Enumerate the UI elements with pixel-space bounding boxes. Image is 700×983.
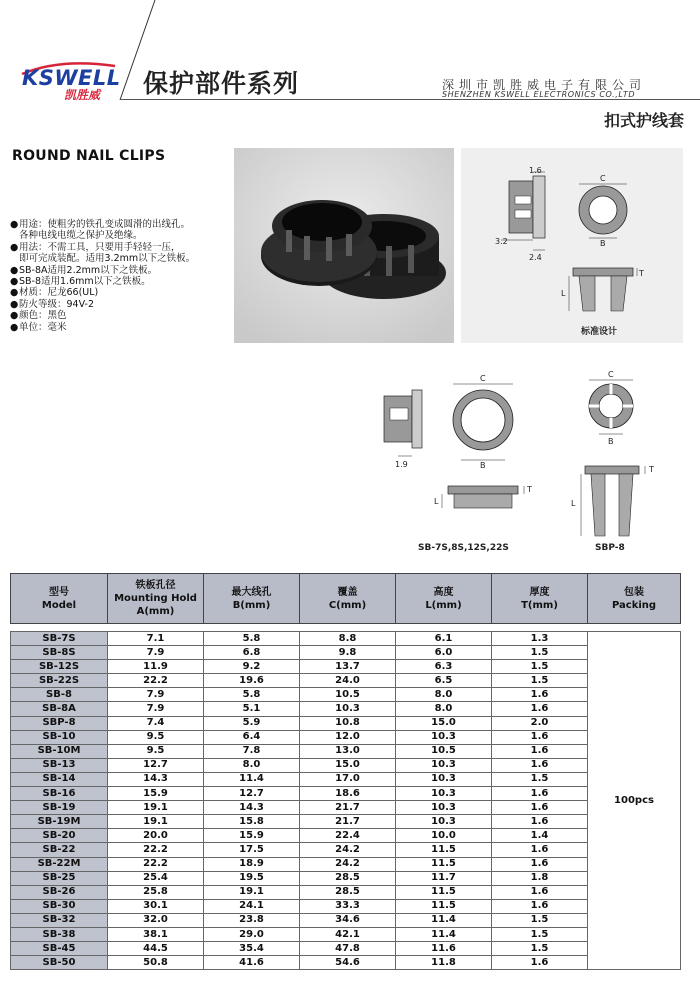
table-cell: 8.0 xyxy=(204,758,300,772)
table-cell: 9.2 xyxy=(204,660,300,674)
table-row xyxy=(11,702,681,716)
sb7s-dim-label: 1.9 xyxy=(395,460,408,469)
table-cell: 1.5 xyxy=(492,674,588,688)
table-row xyxy=(11,829,681,843)
table-cell: 12.7 xyxy=(204,787,300,801)
cell-model: SB-38 xyxy=(11,927,108,941)
table-cell: 44.5 xyxy=(108,942,204,956)
table-row xyxy=(11,730,681,744)
sbp8-caption: SBP-8 xyxy=(595,543,625,553)
table-cell: 24.2 xyxy=(300,857,396,871)
table-cell: 5.8 xyxy=(204,688,300,702)
cell-model: SB-19 xyxy=(11,801,108,815)
table-cell: 9.5 xyxy=(108,730,204,744)
cell-packing: 100pcs xyxy=(588,632,681,970)
table-cell: 1.6 xyxy=(492,730,588,744)
table-cell: 11.7 xyxy=(396,871,492,885)
table-cell: 10.3 xyxy=(396,758,492,772)
cell-model: SB-19M xyxy=(11,815,108,829)
table-cell: 1.5 xyxy=(492,913,588,927)
table-cell: 1.5 xyxy=(492,942,588,956)
header-l: 高度 L(mm) xyxy=(396,574,492,624)
table-cell: 23.8 xyxy=(204,913,300,927)
table-row xyxy=(11,674,681,688)
nail-clip-photo-illustration xyxy=(234,148,454,343)
table-cell: 7.9 xyxy=(108,646,204,660)
cell-model: SB-8A xyxy=(11,702,108,716)
table-row xyxy=(11,942,681,956)
table-cell: 1.6 xyxy=(492,758,588,772)
table-cell: 28.5 xyxy=(300,871,396,885)
cell-model: SB-13 xyxy=(11,758,108,772)
table-row xyxy=(11,885,681,899)
table-cell: 7.1 xyxy=(108,632,204,646)
cell-model: SB-8 xyxy=(11,688,108,702)
section-view xyxy=(569,268,637,311)
table-cell: 11.4 xyxy=(396,927,492,941)
table-cell: 1.8 xyxy=(492,871,588,885)
header-c: 覆盖 C(mm) xyxy=(300,574,396,624)
table-cell: 54.6 xyxy=(300,956,396,970)
table-cell: 1.5 xyxy=(492,772,588,786)
table-cell: 11.5 xyxy=(396,885,492,899)
table-cell: 13.7 xyxy=(300,660,396,674)
spec-item: 各种电线电缆之保护及绝缘。 xyxy=(19,230,143,242)
table-cell: 6.0 xyxy=(396,646,492,660)
cell-model: SB-50 xyxy=(11,956,108,970)
sb7s-side-view xyxy=(384,390,422,456)
table-row xyxy=(11,646,681,660)
label-t: T xyxy=(639,269,644,278)
bullet-icon: ● xyxy=(10,264,19,276)
cell-model: SB-26 xyxy=(11,885,108,899)
table-cell: 21.7 xyxy=(300,815,396,829)
table-cell: 25.4 xyxy=(108,871,204,885)
table-cell: 11.6 xyxy=(396,942,492,956)
bullet-icon: ● xyxy=(10,241,19,253)
cell-model: SB-7S xyxy=(11,632,108,646)
table-cell: 10.5 xyxy=(300,688,396,702)
sbp8-section-view xyxy=(581,466,645,536)
sb7s-label-c: C xyxy=(480,374,486,383)
sbp8-front-view xyxy=(589,380,633,434)
table-cell: 14.3 xyxy=(204,801,300,815)
table-cell: 22.2 xyxy=(108,674,204,688)
sbp8-label-c: C xyxy=(608,370,614,379)
table-cell: 6.5 xyxy=(396,674,492,688)
table-cell: 12.0 xyxy=(300,730,396,744)
table-cell: 8.0 xyxy=(396,702,492,716)
table-header-row xyxy=(11,574,681,624)
bullet-icon: ● xyxy=(10,219,19,230)
table-row xyxy=(11,716,681,730)
table-cell: 1.5 xyxy=(492,660,588,674)
header-b: 最大线孔 B(mm) xyxy=(204,574,300,624)
table-cell: 10.8 xyxy=(300,716,396,730)
table-cell: 8.8 xyxy=(300,632,396,646)
table-cell: 22.2 xyxy=(108,843,204,857)
label-l: L xyxy=(561,289,566,298)
spec-item: ● 材质：尼龙66(UL) xyxy=(10,287,99,299)
table-cell: 6.4 xyxy=(204,730,300,744)
header-packing: 包装 Packing xyxy=(588,574,681,624)
sbp8-label-l: L xyxy=(571,499,576,508)
table-cell: 10.3 xyxy=(396,772,492,786)
cell-model: SB-10M xyxy=(11,744,108,758)
cell-model: SB-22S xyxy=(11,674,108,688)
table-cell: 18.9 xyxy=(204,857,300,871)
table-cell: 38.1 xyxy=(108,927,204,941)
table-cell: 34.6 xyxy=(300,913,396,927)
table-cell: 15.9 xyxy=(204,829,300,843)
company-name-en: SHENZHEN KSWELL ELECTRONICS CO.,LTD xyxy=(442,90,636,99)
logo-cn: 凯胜威 xyxy=(64,88,101,102)
table-cell: 35.4 xyxy=(204,942,300,956)
table-cell: 10.5 xyxy=(396,744,492,758)
cell-model: SBP-8 xyxy=(11,716,108,730)
table-row xyxy=(11,871,681,885)
sb7s-drawing xyxy=(370,368,550,558)
cell-model: SB-30 xyxy=(11,899,108,913)
table-row xyxy=(11,758,681,772)
logo-text: KSWELL xyxy=(22,66,121,90)
table-cell: 1.6 xyxy=(492,787,588,801)
product-category: 扣式护线套 xyxy=(603,111,684,130)
label-c: C xyxy=(600,174,606,183)
table-cell: 10.3 xyxy=(396,787,492,801)
table-cell: 10.3 xyxy=(300,702,396,716)
dim-bottom-label: 2.4 xyxy=(529,253,542,262)
table-cell: 11.4 xyxy=(396,913,492,927)
cell-model: SB-22M xyxy=(11,857,108,871)
table-cell: 6.8 xyxy=(204,646,300,660)
cell-model: SB-32 xyxy=(11,913,108,927)
table-cell: 1.5 xyxy=(492,646,588,660)
dim-left-label: 3.2 xyxy=(495,237,508,246)
cell-model: SB-14 xyxy=(11,772,108,786)
bullet-icon: ● xyxy=(10,321,19,333)
table-cell: 19.5 xyxy=(204,871,300,885)
spec-item: ● 用途：使粗劣的铁孔变成圆滑的出线孔。 xyxy=(10,219,191,230)
front-ring-view xyxy=(579,184,627,238)
table-cell: 7.9 xyxy=(108,702,204,716)
table-cell: 41.6 xyxy=(204,956,300,970)
series-title: 保护部件系列 xyxy=(143,69,300,98)
table-cell: 7.4 xyxy=(108,716,204,730)
sb7s-label-t: T xyxy=(527,485,532,494)
table-cell: 13.0 xyxy=(300,744,396,758)
table-cell: 1.6 xyxy=(492,857,588,871)
header-model: 型号 Model xyxy=(11,574,108,624)
spec-list xyxy=(10,219,235,333)
table-cell: 24.1 xyxy=(204,899,300,913)
table-row xyxy=(11,913,681,927)
table-cell: 28.5 xyxy=(300,885,396,899)
table-row xyxy=(11,927,681,941)
table-cell: 1.6 xyxy=(492,899,588,913)
table-row xyxy=(11,660,681,674)
table-cell: 42.1 xyxy=(300,927,396,941)
table-row xyxy=(11,956,681,970)
standard-design-drawing xyxy=(461,148,683,343)
table-cell: 1.3 xyxy=(492,632,588,646)
table-cell: 5.9 xyxy=(204,716,300,730)
table-cell: 32.0 xyxy=(108,913,204,927)
product-photo xyxy=(234,148,454,343)
table-cell: 19.6 xyxy=(204,674,300,688)
table-cell: 18.6 xyxy=(300,787,396,801)
table-cell: 1.6 xyxy=(492,801,588,815)
spec-item: ● 颜色：黑色 xyxy=(10,310,67,322)
table-cell: 14.3 xyxy=(108,772,204,786)
table-cell: 8.0 xyxy=(396,688,492,702)
table-cell: 15.0 xyxy=(300,758,396,772)
table-cell: 6.1 xyxy=(396,632,492,646)
spec-table xyxy=(10,573,681,970)
table-row xyxy=(11,688,681,702)
table-cell: 30.1 xyxy=(108,899,204,913)
cell-model: SB-22 xyxy=(11,843,108,857)
bullet-icon: ● xyxy=(10,310,19,322)
table-cell: 12.7 xyxy=(108,758,204,772)
table-cell: 1.6 xyxy=(492,885,588,899)
table-cell: 10.3 xyxy=(396,815,492,829)
table-cell: 11.5 xyxy=(396,899,492,913)
standard-caption: 标准设计 xyxy=(581,327,618,337)
table-row xyxy=(11,857,681,871)
table-row xyxy=(11,772,681,786)
table-body xyxy=(11,624,681,970)
table-row xyxy=(11,744,681,758)
table-cell: 15.8 xyxy=(204,815,300,829)
spec-item: ● 单位：毫米 xyxy=(10,321,67,333)
table-cell: 10.3 xyxy=(396,730,492,744)
bullet-icon: ● xyxy=(10,298,19,310)
cell-model: SB-10 xyxy=(11,730,108,744)
table-cell: 19.1 xyxy=(108,801,204,815)
sbp8-label-t: T xyxy=(649,465,654,474)
table-cell: 1.6 xyxy=(492,702,588,716)
company-name-cn: 深圳市凯胜威电子有限公司 xyxy=(442,78,647,92)
table-cell: 1.6 xyxy=(492,744,588,758)
table-cell: 25.8 xyxy=(108,885,204,899)
table-row xyxy=(11,815,681,829)
sb7s-caption: SB-7S,8S,12S,22S xyxy=(418,543,509,553)
spec-item: ● SB-8A适用2.2mm以下之铁板。 xyxy=(10,264,158,276)
sb7s-label-l: L xyxy=(434,497,439,506)
table-cell: 50.8 xyxy=(108,956,204,970)
table-cell: 2.0 xyxy=(492,716,588,730)
sbp8-drawing xyxy=(565,368,675,558)
table-cell: 19.1 xyxy=(108,815,204,829)
table-cell: 20.0 xyxy=(108,829,204,843)
table-cell: 5.1 xyxy=(204,702,300,716)
table-cell: 19.1 xyxy=(204,885,300,899)
table-row xyxy=(11,899,681,913)
spec-item: ● 用法：不需工具，只要用手轻轻一压， xyxy=(10,241,181,253)
table-cell: 47.8 xyxy=(300,942,396,956)
table-cell: 11.5 xyxy=(396,857,492,871)
table-cell: 6.3 xyxy=(396,660,492,674)
sbp8-label-b: B xyxy=(608,437,614,446)
cell-model: SB-12S xyxy=(11,660,108,674)
table-row xyxy=(11,632,681,646)
table-cell: 10.0 xyxy=(396,829,492,843)
table-cell: 29.0 xyxy=(204,927,300,941)
table-row xyxy=(11,843,681,857)
table-cell: 9.8 xyxy=(300,646,396,660)
cell-model: SB-8S xyxy=(11,646,108,660)
spec-item: ● SB-8适用1.6mm以下之铁板。 xyxy=(10,276,151,288)
sb7s-front-view xyxy=(453,384,513,460)
header-mounting-hold: 铁板孔径 Mounting Hold A(mm) xyxy=(108,574,204,624)
table-row xyxy=(11,801,681,815)
product-title: ROUND NAIL CLIPS xyxy=(12,148,166,164)
table-cell: 10.3 xyxy=(396,801,492,815)
dim-top-label: 1.6 xyxy=(529,166,542,175)
spec-item: 即可完成装配。适用3.2mm以下之铁板。 xyxy=(19,253,196,265)
table-cell: 5.8 xyxy=(204,632,300,646)
label-b: B xyxy=(600,239,606,248)
table-cell: 1.5 xyxy=(492,927,588,941)
cell-model: SB-45 xyxy=(11,942,108,956)
table-cell: 22.4 xyxy=(300,829,396,843)
table-cell: 17.0 xyxy=(300,772,396,786)
table-cell: 1.6 xyxy=(492,815,588,829)
cell-model: SB-16 xyxy=(11,787,108,801)
table-cell: 17.5 xyxy=(204,843,300,857)
table-cell: 1.6 xyxy=(492,956,588,970)
table-cell: 7.8 xyxy=(204,744,300,758)
table-cell: 1.4 xyxy=(492,829,588,843)
spec-item: ● 防火等级：94V-2 xyxy=(10,298,95,310)
table-cell: 11.5 xyxy=(396,843,492,857)
table-cell: 15.0 xyxy=(396,716,492,730)
bullet-icon: ● xyxy=(10,276,19,288)
table-cell: 21.7 xyxy=(300,801,396,815)
table-cell: 11.9 xyxy=(108,660,204,674)
bullet-icon: ● xyxy=(10,287,19,299)
header-rule xyxy=(120,99,700,100)
table-cell: 1.6 xyxy=(492,843,588,857)
header-t: 厚度 T(mm) xyxy=(492,574,588,624)
table-cell: 22.2 xyxy=(108,857,204,871)
table-row xyxy=(11,787,681,801)
cell-model: SB-20 xyxy=(11,829,108,843)
table-cell: 15.9 xyxy=(108,787,204,801)
standard-design-panel xyxy=(461,148,683,343)
table-cell: 24.0 xyxy=(300,674,396,688)
table-cell: 9.5 xyxy=(108,744,204,758)
table-cell: 7.9 xyxy=(108,688,204,702)
table-cell: 33.3 xyxy=(300,899,396,913)
table-cell: 24.2 xyxy=(300,843,396,857)
table-cell: 1.6 xyxy=(492,688,588,702)
table-cell: 11.4 xyxy=(204,772,300,786)
cell-model: SB-25 xyxy=(11,871,108,885)
table-cell: 11.8 xyxy=(396,956,492,970)
sb7s-section-view xyxy=(442,486,524,508)
sb7s-label-b: B xyxy=(480,461,486,470)
